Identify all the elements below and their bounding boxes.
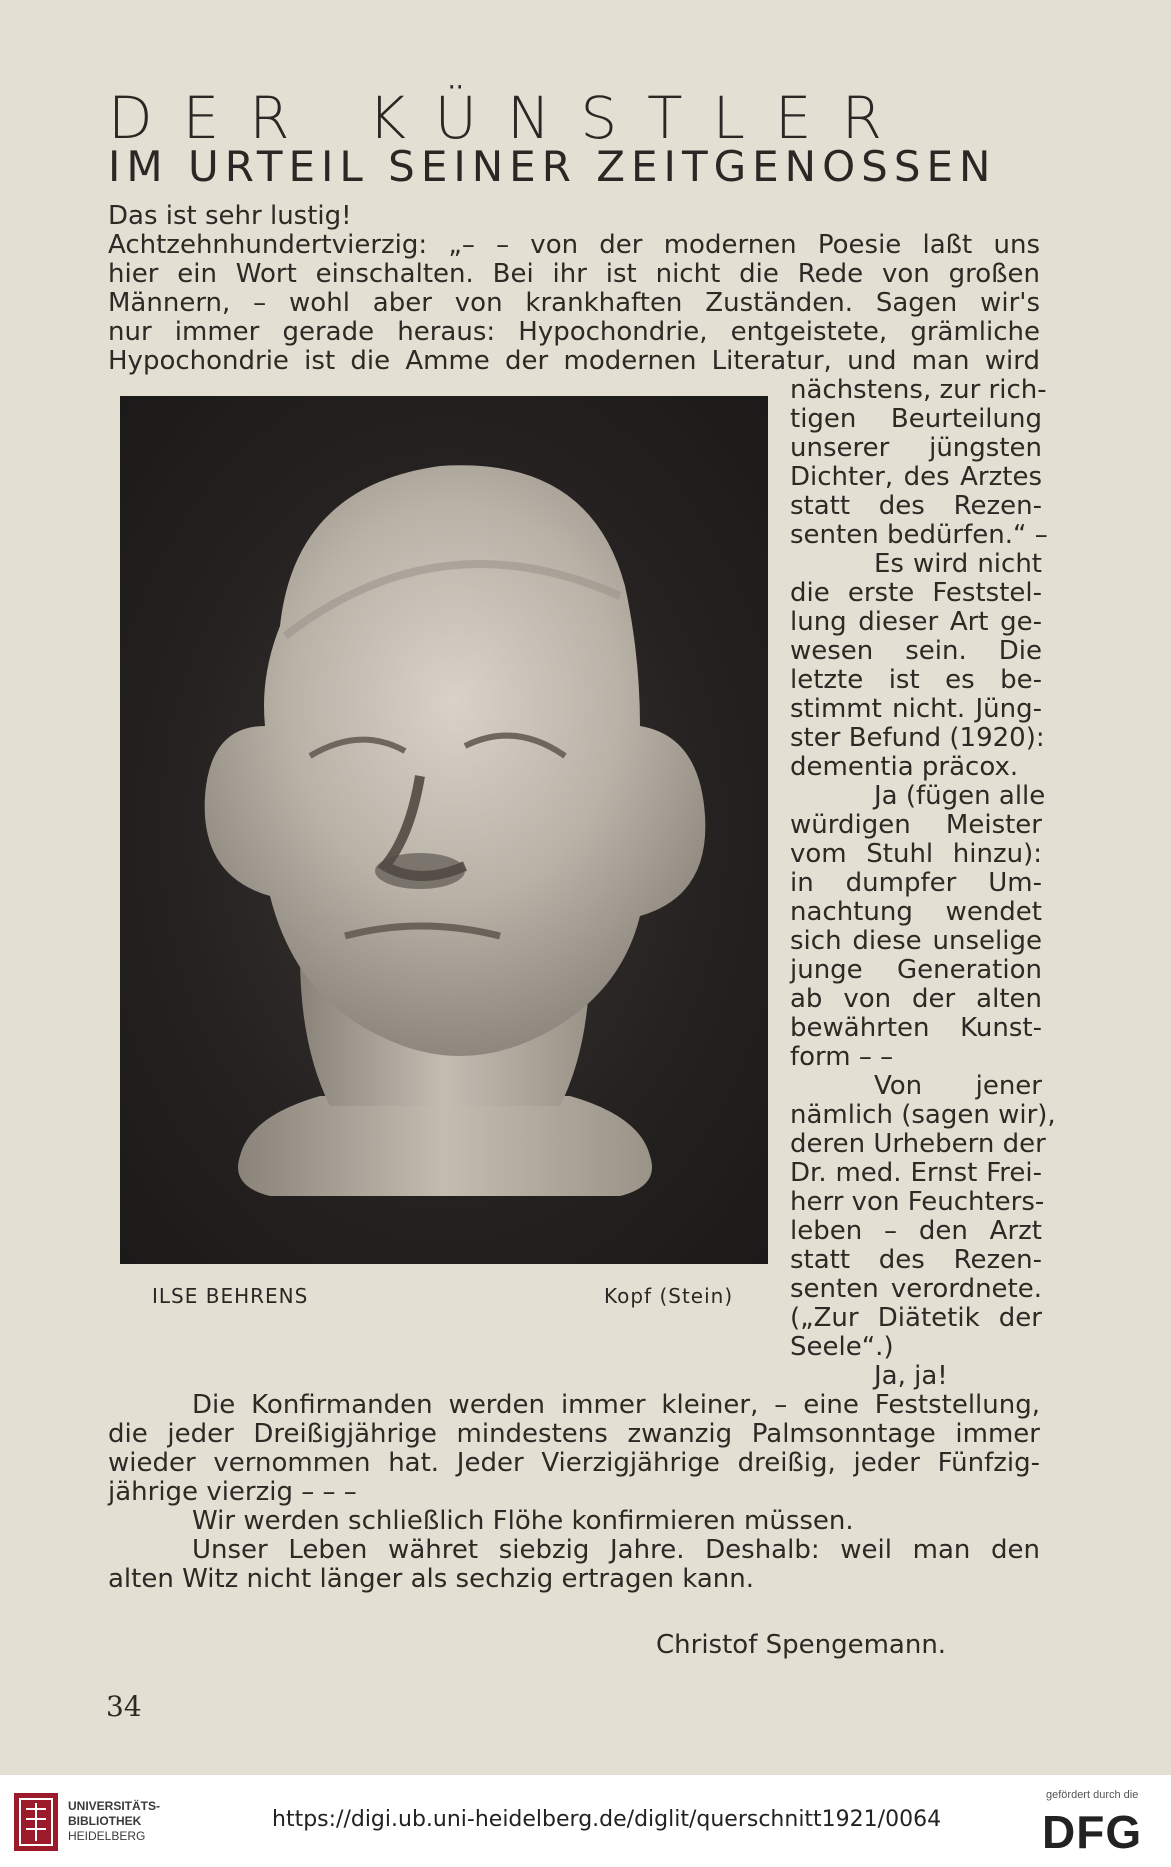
column-line: junge Generation (790, 955, 1042, 985)
text-line: jährige vierzig – – – (108, 1477, 357, 1507)
library-line: BIBLIOTHEK (68, 1814, 142, 1828)
column-line: („Zur Diätetik der (790, 1303, 1042, 1333)
text-line: Die Konfirmanden werden immer kleiner, – eine Feststellung, (192, 1390, 1040, 1420)
page-number: 34 (106, 1690, 142, 1723)
column-line: unserer jüngsten (790, 433, 1042, 463)
column-line: ster Befund (1920): (790, 723, 1045, 753)
column-line: lung dieser Art ge- (790, 607, 1042, 637)
column-line: senten bedürfen.“ – (790, 520, 1048, 550)
column-line: Ja (fügen alle (874, 781, 1046, 811)
column-line: in dumpfer Um- (790, 868, 1042, 898)
column-line: tigen Beurteilung (790, 404, 1042, 434)
column-line: dementia präcox. (790, 752, 1019, 782)
column-line: statt des Rezen- (790, 1245, 1042, 1275)
library-name (68, 1799, 160, 1844)
column-line: Es wird nicht (874, 549, 1042, 579)
caption-artist: ILSE BEHRENS (152, 1284, 309, 1308)
text-line: Achtzehnhundertvierzig: „– – von der modernen Poesie laßt uns (108, 230, 1040, 260)
article-subtitle: IM URTEIL SEINER ZEITGENOSSEN (108, 142, 997, 191)
text-line: Wir werden schließlich Flöhe konfirmieren müssen. (192, 1506, 854, 1536)
column-line: die erste Feststel- (790, 578, 1042, 608)
column-line: würdigen Meister (790, 810, 1042, 840)
column-line: Dichter, des Arztes (790, 462, 1042, 492)
column-line: stimmt nicht. Jüng- (790, 694, 1042, 724)
column-line: letzte ist es be- (790, 665, 1042, 695)
funding-note: gefördert durch die (1046, 1789, 1139, 1801)
text-line: die jeder Dreißigjährige mindestens zwanzig Palmsonntage immer (108, 1419, 1040, 1449)
text-line: alten Witz nicht länger als sechzig ertragen kann. (108, 1564, 755, 1594)
text-line: Hypochondrie ist die Amme der modernen Literatur, und man wird (108, 346, 1040, 376)
column-line: herr von Feuchters- (790, 1187, 1045, 1217)
column-line: deren Urhebern der (790, 1129, 1046, 1159)
column-line: ab von der alten (790, 984, 1042, 1014)
sculpture-photo (120, 396, 768, 1264)
column-line: leben – den Arzt (790, 1216, 1042, 1246)
column-line: sich diese unselige (790, 926, 1042, 956)
permalink-url[interactable]: https://digi.ub.uni-heidelberg.de/diglit/querschnitt1921/0064 (272, 1807, 942, 1832)
library-line: UNIVERSITÄTS- (68, 1799, 161, 1813)
caption-work: Kopf (Stein) (604, 1284, 734, 1308)
text-line: Männern, – wohl aber von krankhaften Zuständen. Sagen wir's (108, 288, 1040, 318)
author-signature: Christof Spengemann. (656, 1630, 947, 1660)
text-line: Unser Leben währet siebzig Jahre. Deshalb: weil man den (192, 1535, 1040, 1565)
column-line: nachtung wendet (790, 897, 1042, 927)
article-title: DER KÜNSTLER (108, 84, 912, 152)
column-line: nächstens, zur rich- (790, 375, 1047, 405)
library-line: HEIDELBERG (68, 1829, 146, 1843)
stone-head-image (120, 396, 768, 1264)
text-line: hier ein Wort einschalten. Bei ihr ist nicht die Rede von großen (108, 259, 1040, 289)
column-line: Dr. med. Ernst Frei- (790, 1158, 1042, 1188)
university-seal-icon (14, 1793, 58, 1851)
column-line: Von jener (874, 1071, 1042, 1101)
dfg-logo[interactable]: DFG (1042, 1806, 1143, 1858)
column-line: vom Stuhl hinzu): (790, 839, 1042, 869)
column-line: nämlich (sagen wir), (790, 1100, 1056, 1130)
column-line: wesen sein. Die (790, 636, 1042, 666)
column-line: Ja, ja! (874, 1361, 948, 1391)
viewer-footer (0, 1775, 1171, 1867)
column-line: Seele“.) (790, 1332, 894, 1362)
column-line: form – – (790, 1042, 894, 1072)
text-line: Das ist sehr lustig! (108, 201, 352, 231)
column-line: bewährten Kunst- (790, 1013, 1042, 1043)
column-line: senten verordnete. (790, 1274, 1042, 1304)
text-line: nur immer gerade heraus: Hypochondrie, entgeistete, grämliche (108, 317, 1040, 347)
text-line: wieder vernommen hat. Jeder Vierzigjährige dreißig, jeder Fünfzig- (108, 1448, 1040, 1478)
column-line: statt des Rezen- (790, 491, 1042, 521)
